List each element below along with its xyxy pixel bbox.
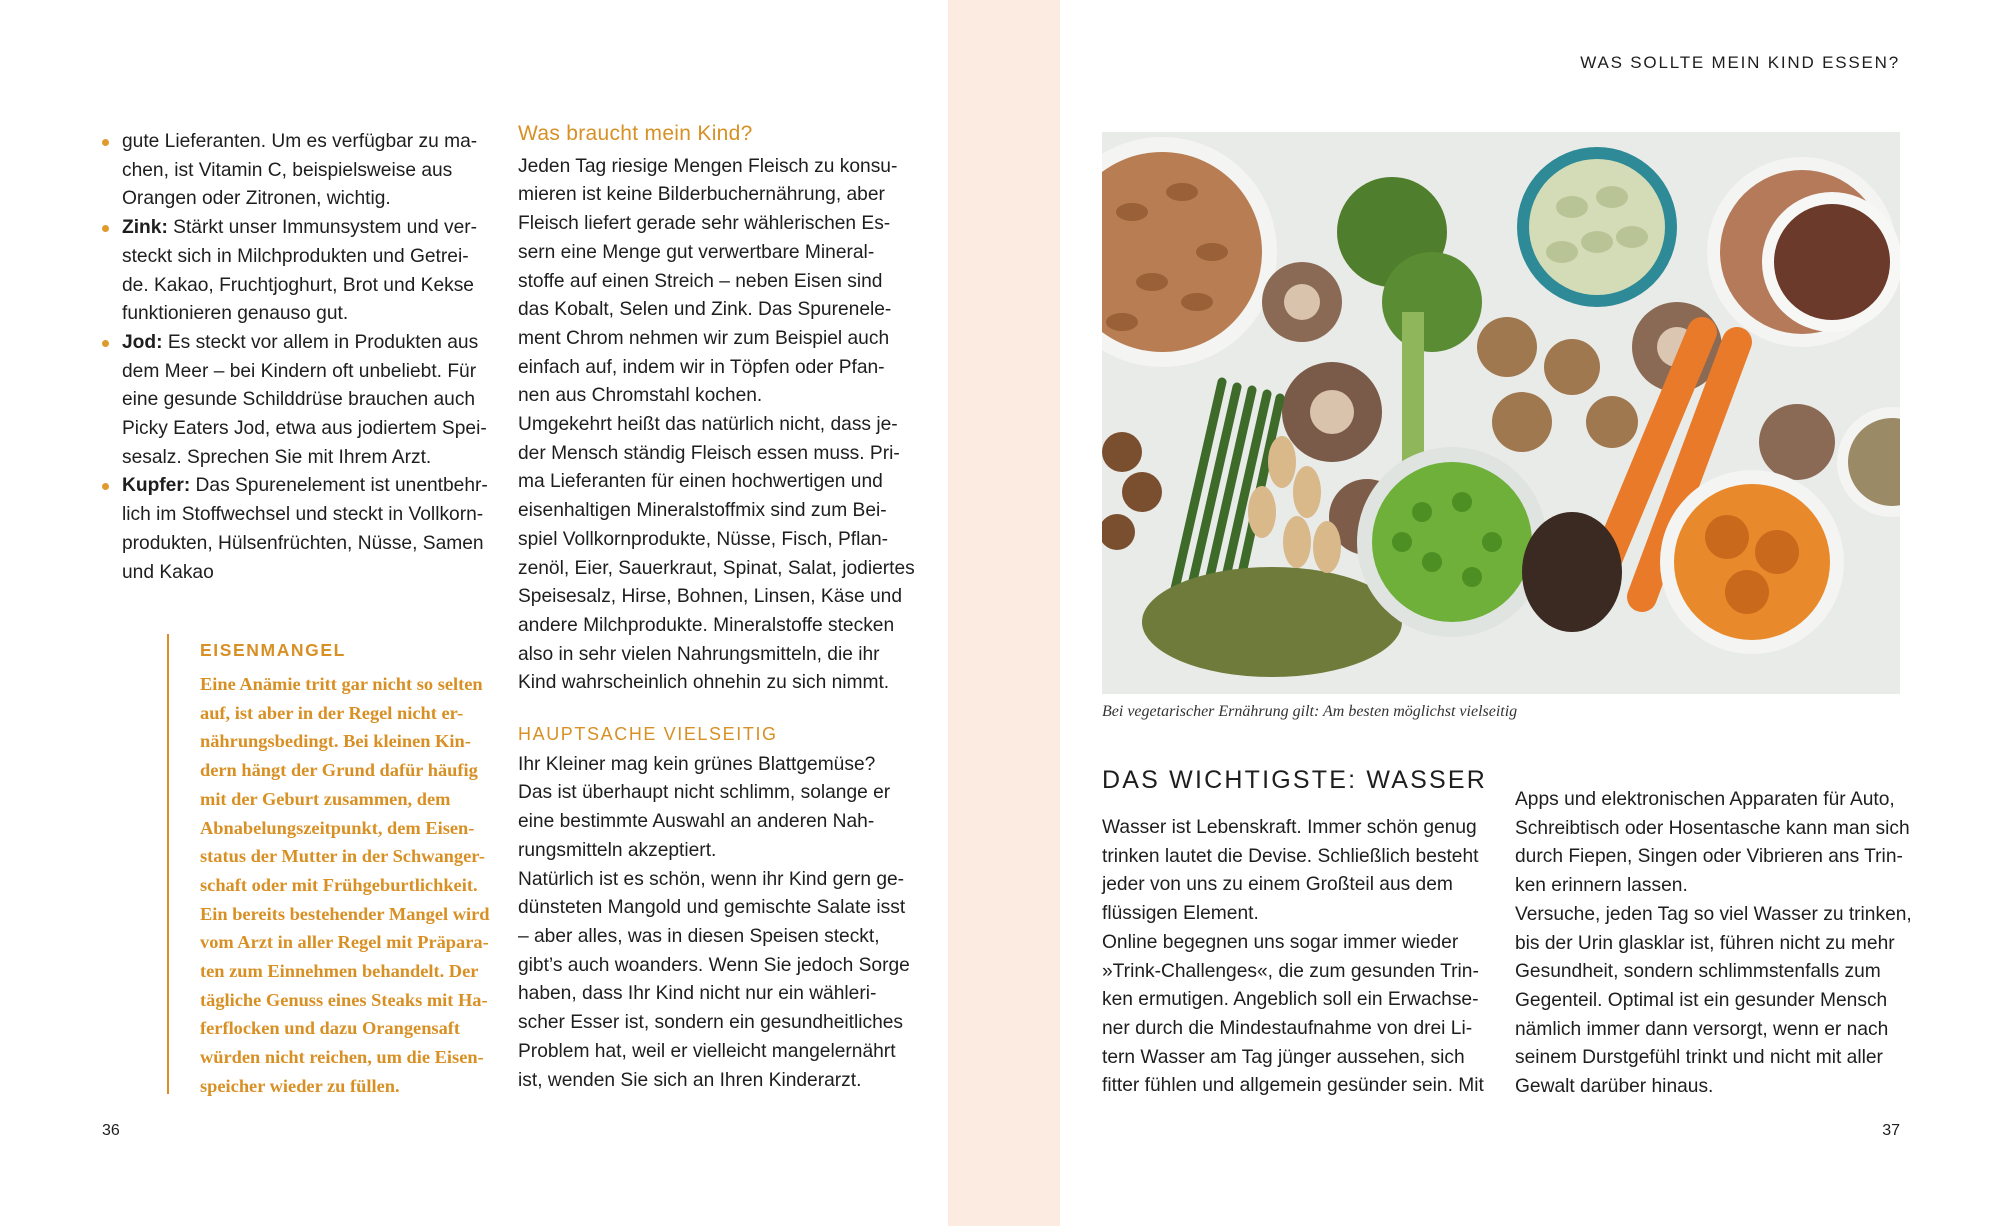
text-line: Das ist überhaupt nicht schlimm, solange er — [518, 782, 891, 804]
page-gutter — [948, 0, 1060, 1226]
text-line: Stärkt unser Immunsystem und ver- — [167, 217, 478, 239]
list-item-kupfer — [102, 472, 492, 587]
left-column — [102, 128, 492, 587]
text-line: chen, ist Vitamin C, beispielsweise aus — [122, 159, 453, 181]
text-line: Eine Anämie tritt gar nicht so selten — [200, 674, 483, 694]
seeds — [1522, 512, 1622, 632]
text-line: haben, dass Ihr Kind nicht nur ein wähleri- — [518, 983, 877, 1005]
text-line: Picky Eaters Jod, etwa aus jodiertem Spei- — [122, 418, 487, 440]
text-line: Versuche, jeden Tag so viel Wasser zu trinken, — [1515, 903, 1912, 925]
text-line: ken ermutigen. Angeblich soll ein Erwachse- — [1102, 989, 1479, 1011]
paragraph — [518, 866, 918, 1096]
text-line: Kind wahrscheinlich ohnehin zu sich nimmt. — [518, 672, 890, 694]
dried-apricots — [1674, 484, 1830, 640]
text-line: ner durch die Mindestaufnahme von drei Li- — [1102, 1017, 1473, 1039]
text-line: mieren ist keine Bilderbuchernährung, aber — [518, 184, 885, 206]
text-line: das Kobalt, Selen und Zink. Das Spurenele- — [518, 299, 892, 321]
term-label: Zink: — [122, 217, 168, 239]
text-line: – aber alles, was in diesen Speisen steckt, — [518, 925, 880, 947]
text-line: Ihr Kleiner mag kein grünes Blattgemüse? — [518, 753, 876, 775]
water-column-right — [1515, 786, 1912, 1102]
text-line: »Trink-Challenges«, die zum gesunden Trin- — [1102, 960, 1479, 982]
water-column-left — [1102, 814, 1502, 1101]
text-line: der Mensch ständig Fleisch essen muss. Pri- — [518, 442, 900, 464]
text-line: zenöl, Eier, Sauerkraut, Spinat, Salat, jodiertes — [518, 557, 915, 579]
text-line: Es steckt vor allem in Produkten aus — [162, 331, 479, 353]
section-heading-water: DAS WICHTIGSTE: WASSER — [1102, 766, 1487, 794]
broccoli — [1382, 252, 1482, 352]
text-line: sesalz. Sprechen Sie mit Ihrem Arzt. — [122, 446, 432, 468]
box-heading: EISENMANGEL — [200, 640, 346, 660]
text-line: seinem Durstgefühl trinkt und nicht mit aller — [1515, 1047, 1883, 1069]
running-head: WAS SOLLTE MEIN KIND ESSEN? — [1580, 53, 1900, 72]
text-line: andere Milchprodukte. Mineralstoffe stecken — [518, 614, 895, 636]
text-line: bis der Urin glasklar ist, führen nicht zu mehr — [1515, 932, 1895, 954]
text-line: dünsteten Mangold und gemischte Salate isst — [518, 897, 906, 919]
text-line: Ein bereits bestehender Mangel wird — [200, 903, 490, 924]
text-line: gute Lieferanten. Um es verfügbar zu ma- — [122, 131, 478, 152]
text-line: tern Wasser am Tag jünger aussehen, sich — [1102, 1046, 1465, 1068]
page-number-right: 37 — [1882, 1122, 1900, 1139]
text-line: nährungsbedingt. Bei kleinen Kin- — [200, 731, 471, 752]
paragraph — [1515, 786, 1910, 901]
text-line: eisenhaltigen Mineralstoffmix sind zum Bei- — [518, 500, 887, 522]
text-line: trinken lautet die Devise. Schließlich besteht — [1102, 845, 1479, 867]
text-line: flüssigen Element. — [1102, 903, 1259, 925]
text-line: de. Kakao, Fruchtjoghurt, Brot und Kekse — [122, 274, 474, 296]
text-line: mit der Geburt zusammen, dem — [200, 788, 451, 809]
text-line: Natürlich ist es schön, wenn ihr Kind gern ge- — [518, 868, 905, 890]
text-line: und Kakao — [122, 561, 214, 583]
text-line: status der Mutter in der Schwanger- — [200, 846, 485, 867]
text-line: ist, wenden Sie sich an Ihren Kinderarzt. — [518, 1069, 862, 1091]
text-line: stoffe auf einen Streich – neben Eisen sind — [518, 270, 883, 292]
text-line: Gesundheit, sondern schlimmstenfalls zum — [1515, 961, 1881, 983]
text-line: Wasser ist Lebenskraft. Immer schön genug — [1102, 817, 1477, 838]
paragraph — [518, 411, 918, 698]
text-line: also in sehr vielen Nahrungsmitteln, die ihr — [518, 643, 880, 665]
list-item-jod — [102, 329, 492, 473]
text-line: gibt’s auch woanders. Wenn Sie jedoch Sorge — [518, 954, 910, 976]
text-line: produkten, Hülsenfrüchten, Nüsse, Samen — [122, 532, 484, 554]
text-line: ma Lieferanten für einen hochwertigen und — [518, 471, 883, 493]
text-line: ten zum Einnehmen behandelt. Der — [200, 961, 479, 982]
mushroom — [1759, 404, 1835, 480]
list-item — [102, 128, 492, 214]
text-line: Problem hat, weil er vielleicht mangelernährt — [518, 1040, 896, 1062]
text-line: Fleisch liefert gerade sehr wählerischen Es- — [518, 213, 891, 235]
text-line: spiel Vollkornprodukte, Nüsse, Fisch, Pflan- — [518, 528, 889, 550]
text-line: Speisesalz, Hirse, Bohnen, Linsen, Käse und — [518, 586, 902, 608]
paragraph — [1515, 901, 1912, 1102]
text-line: sern eine Menge gut verwertbare Mineral- — [518, 241, 875, 263]
mineral-list — [102, 128, 492, 587]
fava-beans — [1529, 159, 1665, 295]
text-line: durch Fiepen, Singen oder Vibrieren ans Trin- — [1515, 846, 1903, 868]
text-line: schaft oder mit Frühgeburtlichkeit. — [200, 874, 478, 895]
text-line: scher Esser ist, sondern ein gesundheitliches — [518, 1012, 904, 1034]
text-line: fitter fühlen und allgemein gesünder sein. Mit — [1102, 1075, 1484, 1097]
text-line: nen aus Chromstahl kochen. — [518, 385, 763, 407]
paragraph — [518, 751, 918, 866]
middle-column — [518, 120, 918, 1095]
mung-beans — [1142, 567, 1402, 677]
text-line: Orangen oder Zitronen, wichtig. — [122, 188, 391, 210]
text-line: Schreibtisch oder Hosentasche kann man sich — [1515, 817, 1910, 839]
text-line: ment Chrom nehmen wir zum Beispiel auch — [518, 327, 890, 349]
term-label: Kupfer: — [122, 475, 191, 497]
food-illustration — [1102, 132, 1900, 694]
text-line: nämlich immer dann versorgt, wenn er nach — [1515, 1018, 1889, 1040]
text-line: tägliche Genuss eines Steaks mit Ha- — [200, 989, 488, 1010]
text-line: ferflocken und dazu Orangensaft — [200, 1018, 461, 1039]
text-line: einfach auf, indem wir in Töpfen oder Pfan- — [518, 356, 885, 378]
food-photo — [1102, 132, 1900, 694]
page-number-left: 36 — [102, 1122, 120, 1139]
text-line: Apps und elektronischen Apparaten für Auto, — [1515, 789, 1895, 810]
paragraph — [518, 153, 918, 411]
text-line: lich im Stoffwechsel und steckt in Vollkorn- — [122, 504, 484, 526]
text-line: eine gesunde Schilddrüse brauchen auch — [122, 389, 476, 411]
paragraph — [1102, 929, 1502, 1101]
text-line: Gegenteil. Optimal ist ein gesunder Mensch — [1515, 989, 1888, 1011]
photo-caption: Bei vegetarischer Ernährung gilt: Am besten möglichst vielseitig — [1102, 703, 1518, 720]
text-line: vom Arzt in aller Regel mit Präpara- — [200, 932, 489, 953]
subheading: HAUPTSACHE VIELSEITIG — [518, 724, 778, 745]
text-line: eine bestimmte Auswahl an anderen Nah- — [518, 811, 875, 833]
text-line: rungsmitteln akzeptiert. — [518, 839, 717, 861]
paragraph — [1102, 814, 1502, 929]
text-line: steckt sich in Milchprodukten und Getrei- — [122, 245, 469, 267]
text-line: Online begegnen uns sogar immer wieder — [1102, 931, 1459, 953]
section-heading: Was braucht mein Kind? — [518, 122, 753, 145]
term-label: Jod: — [122, 331, 163, 353]
text-line: Das Spurenelement ist unentbehr- — [190, 475, 488, 497]
text-line: dem Meer – bei Kindern oft unbeliebt. Für — [122, 360, 477, 382]
text-line: ken erinnern lassen. — [1515, 875, 1688, 897]
text-line: funktionieren genauso gut. — [122, 303, 349, 325]
text-line: speicher wieder zu füllen. — [200, 1075, 400, 1096]
box-text — [200, 670, 500, 1101]
flax-seeds — [1774, 204, 1890, 320]
text-line: Gewalt darüber hinaus. — [1515, 1076, 1714, 1098]
list-item-zink — [102, 214, 492, 329]
text-line: dern hängt der Grund dafür häufig — [200, 760, 478, 781]
text-line: würden nicht reichen, um die Eisen- — [200, 1047, 484, 1068]
text-line: Umgekehrt heißt das natürlich nicht, dass je- — [518, 414, 898, 436]
text-line: jeder von uns zu einem Großteil aus dem — [1102, 874, 1453, 896]
text-line: Jeden Tag riesige Mengen Fleisch zu konsu- — [518, 155, 898, 177]
text-line: Abnabelungszeitpunkt, dem Eisen- — [200, 817, 475, 838]
text-line: auf, ist aber in der Regel nicht er- — [200, 702, 464, 723]
